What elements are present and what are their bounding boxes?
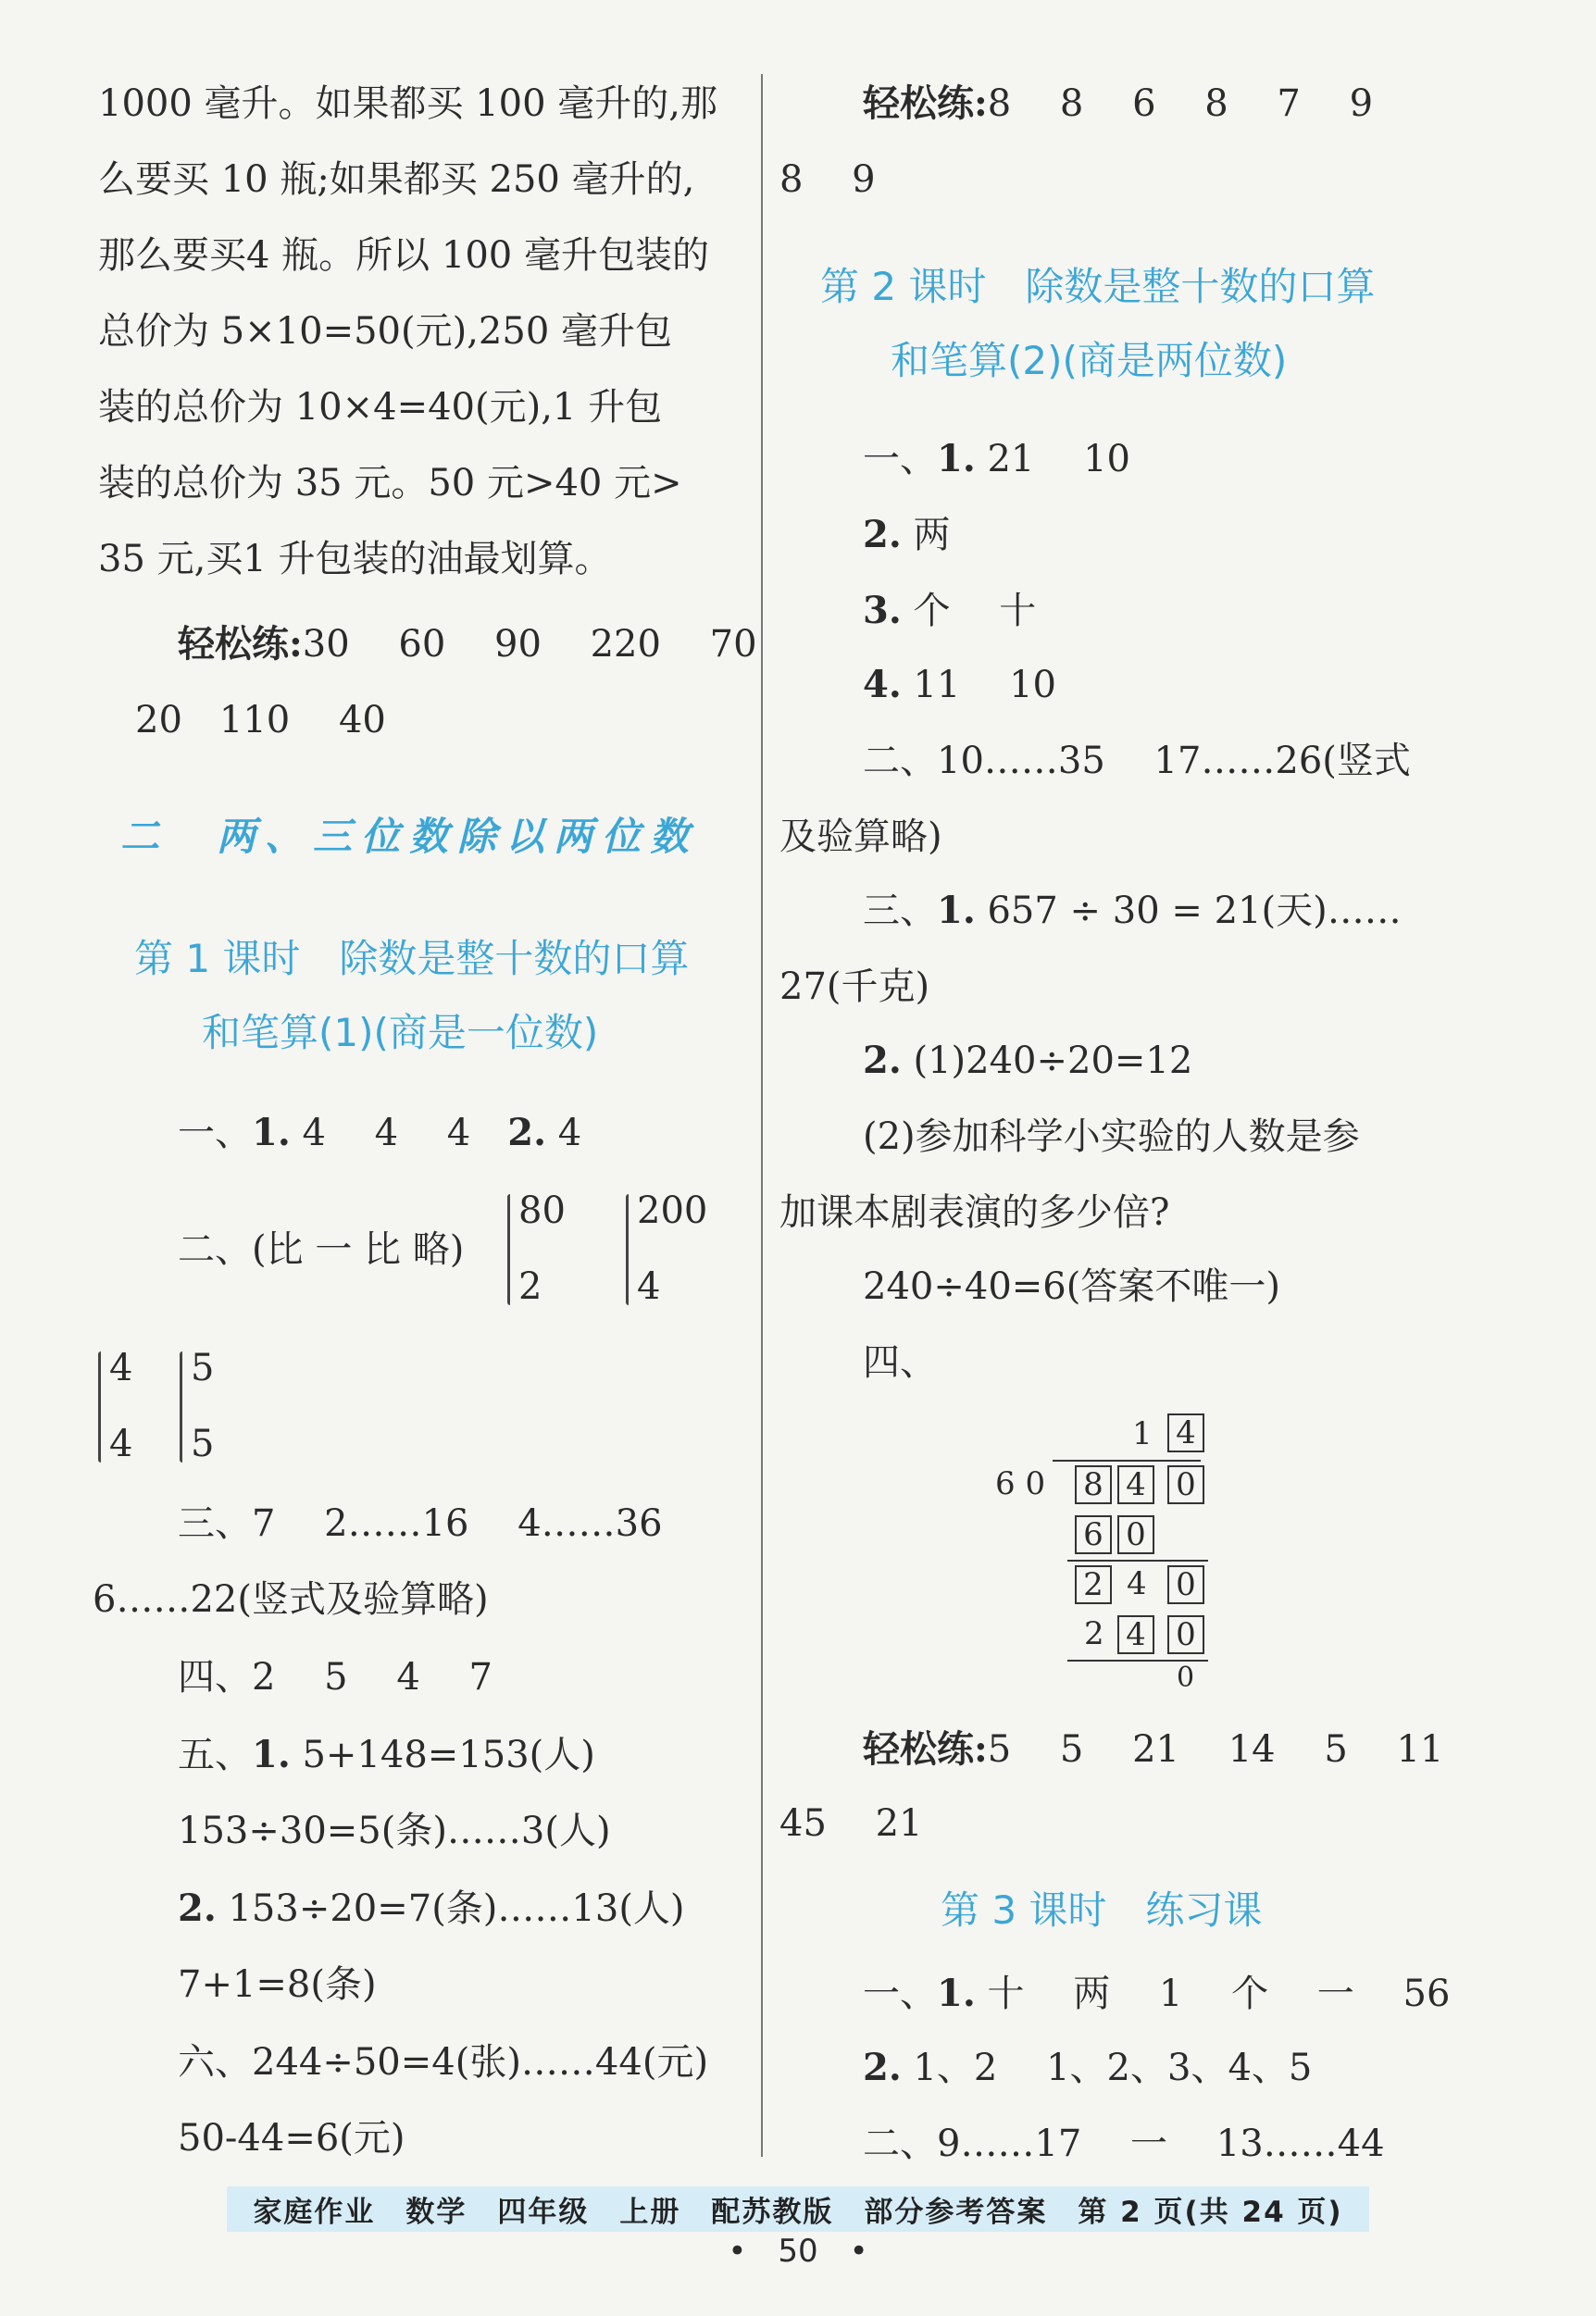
answer-values: 1、2 1、2、3、4、5 <box>901 2047 1313 2089</box>
answer-line <box>863 513 950 557</box>
easy-practice-values: 20 110 40 <box>135 699 386 741</box>
section-number: 五、 <box>178 1734 252 1776</box>
answer-line <box>863 2046 1312 2090</box>
step-box: 0 <box>1167 1565 1204 1604</box>
answer-line <box>863 437 1130 481</box>
answer-line: 四、2 5 4 7 <box>178 1656 493 1699</box>
dividend-box: 8 <box>1075 1465 1112 1504</box>
answer-line <box>178 1886 685 1931</box>
easy-practice-line <box>863 1727 1443 1772</box>
section-number: 一、 <box>863 438 937 480</box>
footer-text: 家庭作业 数学 四年级 上册 配苏教版 部分参考答案 第 2 页(共 24 页) <box>227 2186 1368 2232</box>
dividend-box: 4 <box>1117 1465 1154 1504</box>
answer-line <box>178 1733 595 1777</box>
section-number: 三、 <box>863 890 937 932</box>
text-line: 35 元,买1 升包装的油最划算。 <box>98 538 612 580</box>
answer-line <box>178 1111 581 1155</box>
answer-line <box>863 1972 1450 2016</box>
brace <box>626 1194 629 1305</box>
easy-practice-label: 轻松练: <box>863 1727 988 1771</box>
item-number: 1. <box>937 1972 976 2015</box>
answer-line: 加课本剧表演的多少倍? <box>779 1191 1170 1234</box>
easy-practice-line <box>863 81 1373 126</box>
text-line: 么要买 10 瓶;如果都买 250 毫升的, <box>98 158 695 201</box>
item-number: 2. <box>507 1111 547 1154</box>
easy-practice-values: 45 21 <box>779 1802 923 1845</box>
answer-line: 二、10……35 17……26(竖式 <box>863 740 1411 782</box>
step-box: 6 <box>1075 1515 1112 1554</box>
lesson-title: 和笔算(1)(商是一位数) <box>202 1010 599 1055</box>
text-line: 1000 毫升。如果都买 100 毫升的,那 <box>98 82 718 125</box>
easy-practice-line <box>178 622 757 666</box>
step-box: 2 <box>1075 1565 1112 1604</box>
item-number: 2. <box>863 1039 902 1082</box>
easy-practice-values: 8 8 6 8 7 9 <box>987 82 1374 125</box>
item-number: 2. <box>178 1886 217 1930</box>
answer-values: (1)240÷20=12 <box>901 1040 1193 1082</box>
answer-line: 6……22(竖式及验算略) <box>93 1578 489 1621</box>
item-number: 1. <box>937 437 976 480</box>
answer-values: 21 10 <box>975 438 1130 480</box>
answer-line <box>863 663 1056 707</box>
brace-value: 80 <box>518 1189 566 1232</box>
answer-values: 两 <box>901 514 951 556</box>
answer-line: 二、(比 一 比 略) <box>178 1228 465 1271</box>
answer-line: 50-44=6(元) <box>178 2117 405 2160</box>
answer-values: 十 两 1 个 一 56 <box>975 1973 1451 2015</box>
easy-practice-values: 30 60 90 220 70 <box>302 623 757 666</box>
answer-line: 240÷40=6(答案不唯一) <box>863 1265 1280 1308</box>
item-number: 4. <box>863 663 902 706</box>
answer-values: 个 十 <box>901 590 1037 632</box>
easy-practice-label: 轻松练: <box>863 81 988 125</box>
brace-value: 5 <box>191 1347 215 1389</box>
brace <box>180 1351 182 1463</box>
long-division <box>995 1412 1236 1699</box>
brace <box>507 1194 510 1305</box>
division-bar <box>1053 1460 1201 1462</box>
answer-values: 4 <box>546 1112 582 1154</box>
text-line: 总价为 5×10=50(元),250 毫升包 <box>98 310 672 353</box>
easy-practice-values: 5 5 21 14 5 11 <box>987 1728 1444 1771</box>
answer-line: 153÷30=5(条)……3(人) <box>178 1810 611 1852</box>
item-number: 1. <box>937 889 976 932</box>
lesson-title: 第 2 课时 除数是整十数的口算 <box>820 264 1376 309</box>
answer-line: 四、 <box>863 1341 937 1384</box>
quotient-box: 4 <box>1167 1413 1204 1452</box>
answer-values: 4 4 4 <box>290 1112 508 1154</box>
lesson-title: 第 1 课时 除数是整十数的口算 <box>134 936 690 981</box>
answer-values: 153÷20=7(条)……13(人) <box>216 1887 685 1930</box>
quotient-digit: 1 <box>1132 1415 1153 1452</box>
answer-line: (2)参加科学小实验的人数是参 <box>863 1115 1360 1158</box>
text-line: 那么要买4 瓶。所以 100 毫升包装的 <box>98 234 709 277</box>
answer-values: 657 ÷ 30 = 21(天)…… <box>975 890 1402 932</box>
section-number: 一、 <box>863 1973 937 2015</box>
answer-line <box>863 889 1402 933</box>
answer-line: 六、244÷50=4(张)……44(元) <box>178 2041 709 2084</box>
brace-value: 4 <box>637 1265 661 1308</box>
item-number: 2. <box>863 2046 902 2089</box>
item-number: 1. <box>252 1111 291 1154</box>
brace-value: 4 <box>109 1347 133 1389</box>
lesson-title: 第 3 课时 练习课 <box>941 1887 1263 1933</box>
item-number: 2. <box>863 513 902 556</box>
step-box: 0 <box>1117 1515 1154 1554</box>
answer-line: 二、9……17 一 13……44 <box>863 2123 1385 2165</box>
brace-value: 2 <box>518 1265 542 1308</box>
text-line: 装的总价为 10×4=40(元),1 升包 <box>98 386 663 429</box>
answer-line: 27(千克) <box>779 965 930 1008</box>
brace-value: 5 <box>191 1423 215 1465</box>
step-box: 0 <box>1167 1615 1204 1654</box>
answer-line: 及验算略) <box>779 816 942 858</box>
lesson-title: 和笔算(2)(商是两位数) <box>891 338 1288 383</box>
answer-line: 7+1=8(条) <box>178 1963 377 2006</box>
step-box: 4 <box>1117 1615 1154 1654</box>
column-divider <box>761 74 763 2157</box>
step-digit: 4 <box>1127 1565 1147 1602</box>
answer-values: 11 10 <box>901 664 1056 706</box>
division-line <box>1067 1560 1208 1562</box>
brace <box>98 1351 101 1463</box>
answer-values: 5+148=153(人) <box>290 1734 595 1776</box>
brace-value: 4 <box>109 1423 133 1465</box>
answer-line: 三、7 2……16 4……36 <box>178 1502 663 1545</box>
easy-practice-label: 轻松练: <box>178 622 303 666</box>
section-number: 一、 <box>178 1112 252 1154</box>
text-line: 装的总价为 35 元。50 元>40 元> <box>98 462 682 504</box>
easy-practice-values: 8 9 <box>779 158 876 201</box>
divisor: 6 0 <box>995 1465 1046 1502</box>
remainder: 0 <box>1177 1662 1195 1694</box>
unit-title: 二 两、三位数除以两位数 <box>120 814 699 859</box>
answer-line <box>863 589 1036 633</box>
dividend-box: 0 <box>1167 1465 1204 1504</box>
step-digit: 2 <box>1084 1615 1104 1652</box>
item-number: 1. <box>252 1733 291 1776</box>
page-number: • 50 • <box>728 2233 868 2270</box>
answer-line <box>863 1039 1192 1083</box>
item-number: 3. <box>863 589 902 632</box>
brace-value: 200 <box>637 1189 708 1232</box>
